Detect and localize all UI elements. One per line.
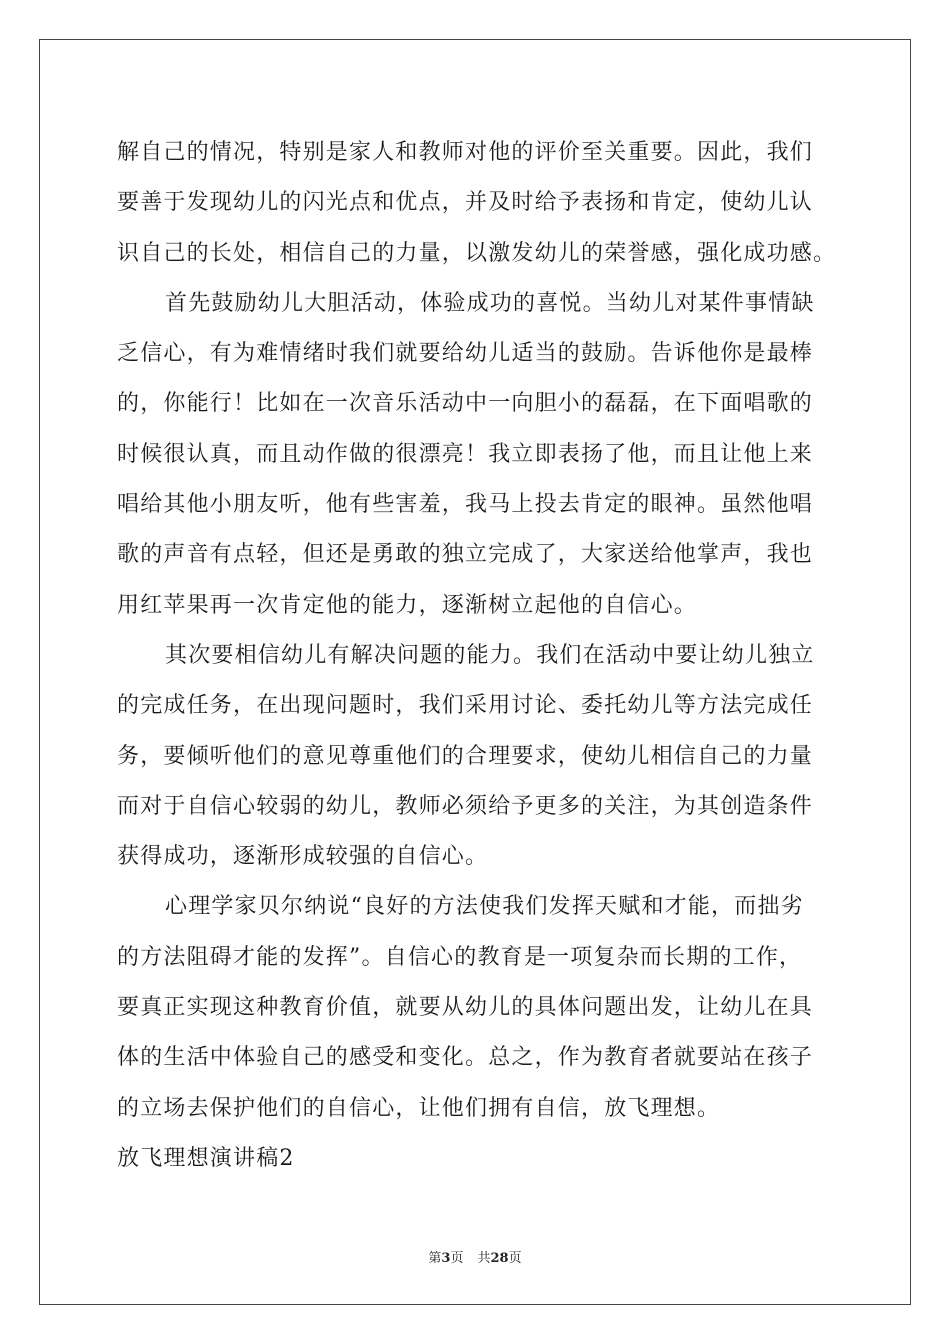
paragraph-3-line-2: 的完成任务，在出现问题时，我们采用讨论、委托幼儿等方法完成任 bbox=[117, 693, 814, 719]
paragraph-4-line-2: 的方法阻碍才能的发挥”。自信心的教育是一项复杂而长期的工作， bbox=[117, 944, 803, 970]
paragraph-3-line-4: 而对于自信心较弱的幼儿，教师必须给予更多的关注，为其创造条件 bbox=[117, 793, 814, 819]
footer-page-number: 3 bbox=[441, 1251, 451, 1266]
footer-total-pages: 28 bbox=[490, 1251, 509, 1266]
paragraph-2-line-5: 唱给其他小朋友听，他有些害羞，我马上投去肯定的眼神。虽然他唱 bbox=[117, 492, 814, 518]
footer-page-suffix: 页 bbox=[450, 1251, 464, 1266]
paragraph-4-line-1: 心理学家贝尔纳说“良好的方法使我们发挥天赋和才能，而拙劣 bbox=[165, 894, 804, 920]
paragraph-2-line-2: 乏信心，有为难情绪时我们就要给幼儿适当的鼓励。告诉他你是最棒 bbox=[117, 341, 814, 367]
footer-total-prefix: 共 bbox=[477, 1251, 491, 1266]
paragraph-3-line-5: 获得成功，逐渐形成较强的自信心。 bbox=[117, 844, 489, 870]
paragraph-2-line-3: 的，你能行！比如在一次音乐活动中一向胆小的磊磊，在下面唱歌的 bbox=[117, 391, 814, 417]
paragraph-4-line-3: 要真正实现这种教育价值，就要从幼儿的具体问题出发，让幼儿在具 bbox=[117, 995, 814, 1021]
footer-total-suffix: 页 bbox=[508, 1251, 522, 1266]
paragraph-2-line-1: 首先鼓励幼儿大胆活动，体验成功的喜悦。当幼儿对某件事情缺 bbox=[165, 290, 815, 316]
paragraph-1-line-3: 识自己的长处，相信自己的力量，以激发幼儿的荣誉感，强化成功感。 bbox=[117, 240, 837, 266]
document-body bbox=[117, 128, 857, 1184]
paragraph-3-line-1: 其次要相信幼儿有解决问题的能力。我们在活动中要让幼儿独立 bbox=[165, 642, 815, 668]
section-heading: 放飞理想演讲稿2 bbox=[117, 1145, 295, 1171]
paragraph-1-line-2: 要善于发现幼儿的闪光点和优点，并及时给予表扬和肯定，使幼儿认 bbox=[117, 190, 814, 216]
paragraph-2-line-6: 歌的声音有点轻，但还是勇敢的独立完成了，大家送给他掌声，我也 bbox=[117, 542, 814, 568]
page-footer bbox=[0, 1247, 950, 1266]
paragraph-3-line-3: 务，要倾听他们的意见尊重他们的合理要求，使幼儿相信自己的力量 bbox=[117, 743, 814, 769]
paragraph-4-line-5: 的立场去保护他们的自信心，让他们拥有自信，放飞理想。 bbox=[117, 1095, 721, 1121]
paragraph-1-line-1: 解自己的情况，特别是家人和教师对他的评价至关重要。因此，我们 bbox=[117, 140, 814, 165]
footer-page-prefix: 第 bbox=[428, 1251, 442, 1266]
paragraph-4-line-4: 体的生活中体验自己的感受和变化。总之，作为教育者就要站在孩子 bbox=[117, 1045, 814, 1071]
paragraph-2-line-4: 时候很认真，而且动作做的很漂亮！我立即表扬了他，而且让他上来 bbox=[117, 441, 814, 467]
paragraph-2-line-7: 用红苹果再一次肯定他的能力，逐渐树立起他的自信心。 bbox=[117, 592, 698, 618]
